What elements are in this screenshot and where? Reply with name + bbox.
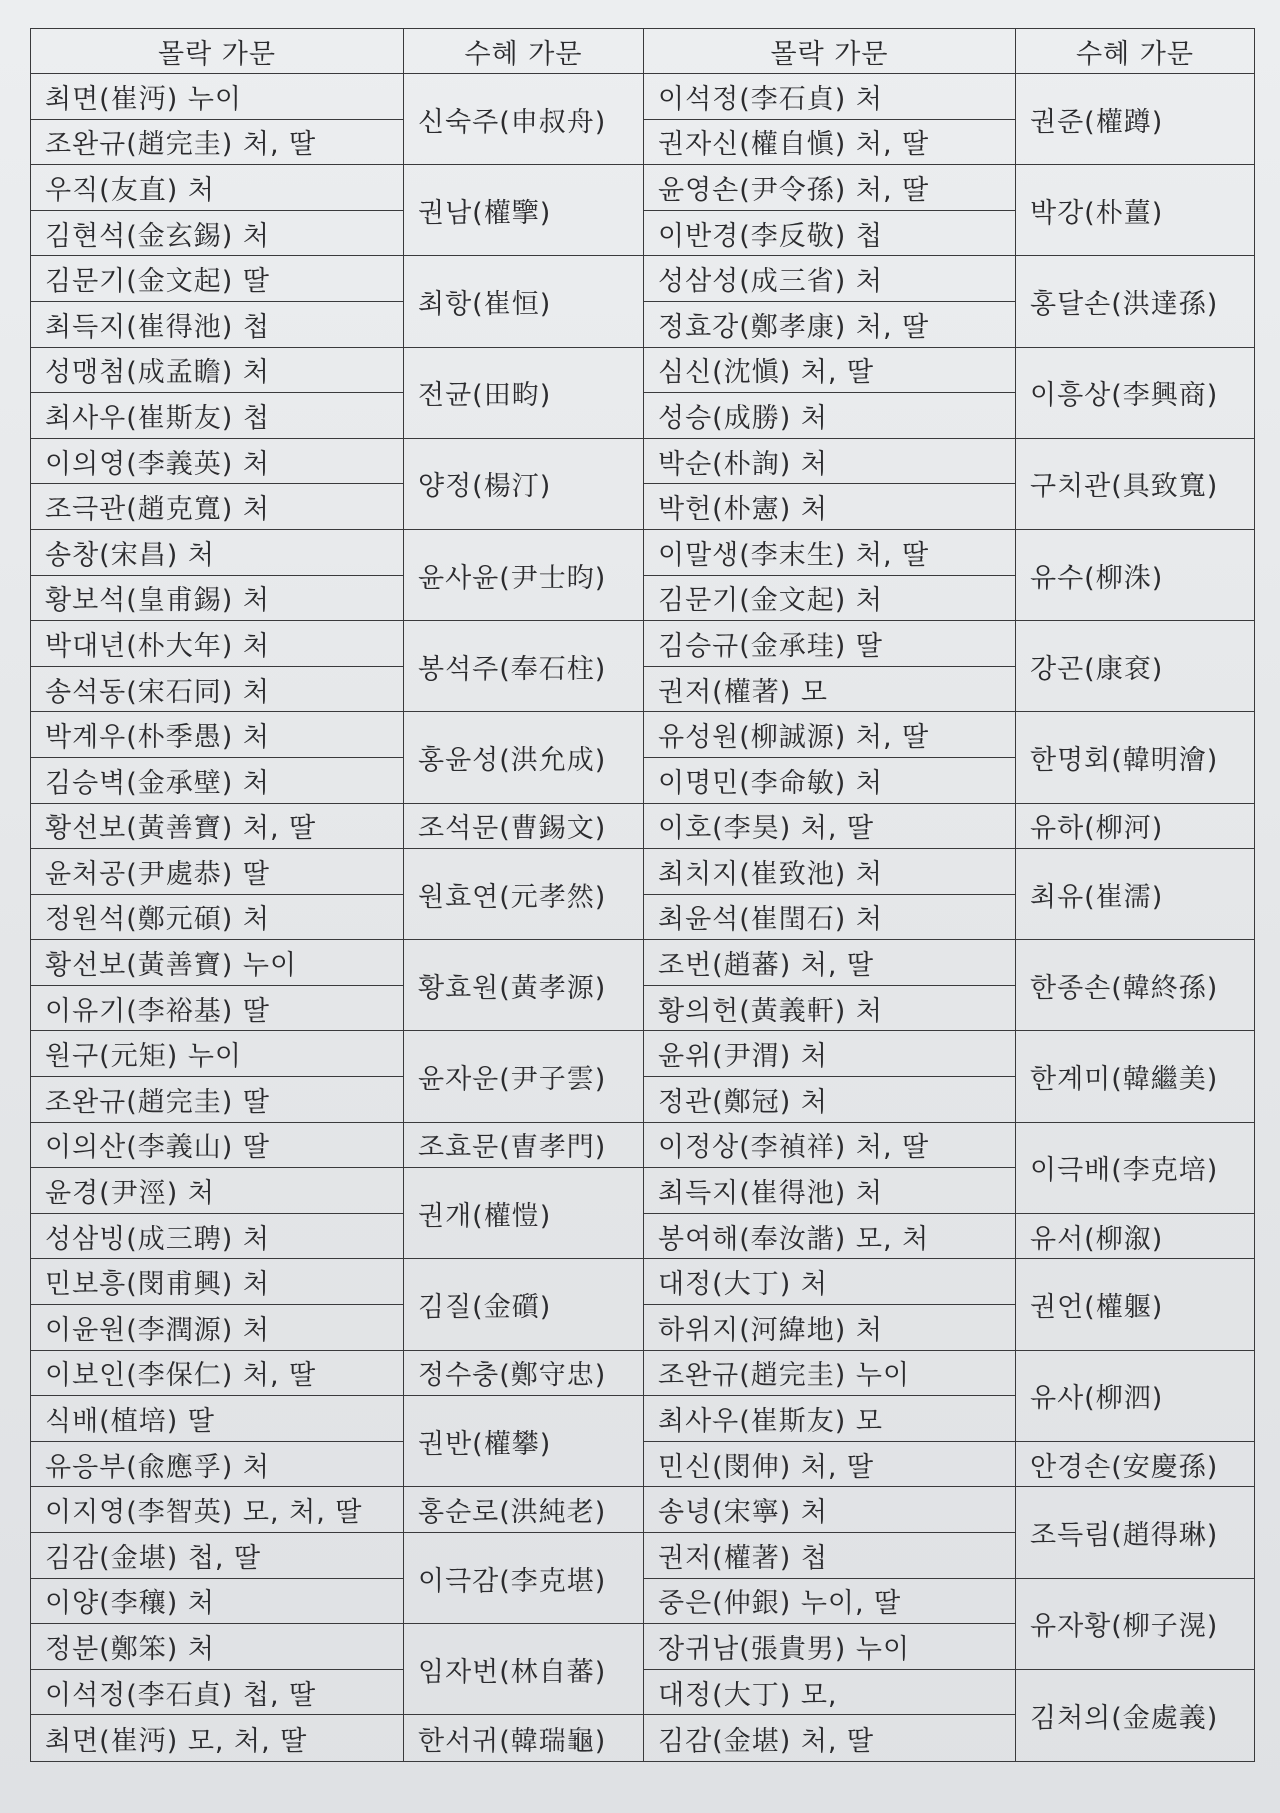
fallen-cell: 이의영(李義英) 처 [31,438,404,484]
beneficiary-cell: 조효문(曺孝門) [404,1122,644,1168]
fallen-cell: 이명민(李命敏) 처 [644,757,1016,803]
fallen-cell: 민보흥(閔甫興) 처 [31,1259,404,1305]
beneficiary-cell: 임자번(林自蕃) [404,1624,644,1715]
fallen-cell: 장귀남(張貴男) 누이 [644,1624,1016,1670]
beneficiary-cell: 유서(柳溆) [1016,1213,1255,1259]
fallen-cell: 정관(鄭冠) 처 [644,1077,1016,1123]
fallen-cell: 민신(閔伸) 처, 딸 [644,1441,1016,1487]
fallen-cell: 성승(成勝) 처 [644,393,1016,439]
beneficiary-cell: 양정(楊汀) [404,438,644,529]
beneficiary-cell: 권남(權擥) [404,165,644,256]
fallen-cell: 황선보(黃善寶) 누이 [31,940,404,986]
fallen-cell: 박대년(朴大年) 처 [31,621,404,667]
fallen-cell: 조완규(趙完圭) 딸 [31,1077,404,1123]
fallen-cell: 이윤원(李潤源) 처 [31,1305,404,1351]
header-row [31,29,1255,74]
fallen-cell: 김승규(金承珪) 딸 [644,621,1016,667]
fallen-cell: 윤영손(尹令孫) 처, 딸 [644,165,1016,211]
beneficiary-cell: 권반(權攀) [404,1396,644,1487]
fallen-cell: 이석정(李石貞) 처 [644,74,1016,120]
beneficiary-cell: 한명회(韓明澮) [1016,712,1255,803]
fallen-cell: 김승벽(金承壁) 처 [31,757,404,803]
beneficiary-cell: 이극배(李克培) [1016,1122,1255,1213]
fallen-cell: 성삼빙(成三聘) 처 [31,1213,404,1259]
fallen-cell: 유성원(柳誠源) 처, 딸 [644,712,1016,758]
table-row [31,347,1255,393]
fallen-cell: 정분(鄭笨) 처 [31,1624,404,1670]
fallen-cell: 김현석(金玄錫) 처 [31,210,404,256]
beneficiary-cell: 한종손(韓終孫) [1016,940,1255,1031]
table-row [31,1350,1255,1396]
beneficiary-cell: 권개(權愷) [404,1168,644,1259]
fallen-cell: 박계우(朴季愚) 처 [31,712,404,758]
fallen-cell: 이지영(李智英) 모, 처, 딸 [31,1487,404,1533]
clan-table [30,28,1255,1762]
beneficiary-cell: 구치관(具致寬) [1016,438,1255,529]
beneficiary-cell: 홍달손(洪達孫) [1016,256,1255,347]
beneficiary-cell: 조득림(趙得琳) [1016,1487,1255,1578]
beneficiary-cell: 유하(柳河) [1016,803,1255,849]
fallen-cell: 우직(友直) 처 [31,165,404,211]
fallen-cell: 최윤석(崔閏石) 처 [644,894,1016,940]
beneficiary-cell: 원효연(元孝然) [404,849,644,940]
beneficiary-cell: 안경손(安慶孫) [1016,1441,1255,1487]
beneficiary-cell: 권언(權躽) [1016,1259,1255,1350]
fallen-cell: 원구(元矩) 누이 [31,1031,404,1077]
beneficiary-cell: 황효원(黃孝源) [404,940,644,1031]
table-row [31,1122,1255,1168]
fallen-cell: 성삼성(成三省) 처 [644,256,1016,302]
fallen-cell: 송녕(宋寧) 처 [644,1487,1016,1533]
table-row [31,940,1255,986]
fallen-cell: 중은(仲銀) 누이, 딸 [644,1578,1016,1624]
fallen-cell: 정효강(鄭孝康) 처, 딸 [644,301,1016,347]
fallen-cell: 김감(金堪) 처, 딸 [644,1715,1016,1762]
table-row [31,438,1255,484]
fallen-cell: 대정(大丁) 처 [644,1259,1016,1305]
fallen-cell: 김문기(金文起) 딸 [31,256,404,302]
beneficiary-cell: 전균(田畇) [404,347,644,438]
beneficiary-cell: 윤자운(尹子雲) [404,1031,644,1122]
fallen-cell: 권저(權著) 모 [644,666,1016,712]
beneficiary-cell: 홍순로(洪純老) [404,1487,644,1533]
beneficiary-cell: 유수(柳洙) [1016,529,1255,620]
beneficiary-cell: 유사(柳泗) [1016,1350,1255,1441]
header-fallen-left: 몰락 가문 [31,29,404,74]
beneficiary-cell: 김질(金礩) [404,1259,644,1350]
fallen-cell: 조완규(趙完圭) 누이 [644,1350,1016,1396]
table-row [31,256,1255,302]
beneficiary-cell: 이극감(李克堪) [404,1533,644,1624]
beneficiary-cell: 신숙주(申叔舟) [404,74,644,165]
fallen-cell: 이유기(李裕基) 딸 [31,985,404,1031]
fallen-cell: 윤경(尹涇) 처 [31,1168,404,1214]
fallen-cell: 김감(金堪) 첩, 딸 [31,1533,404,1579]
fallen-cell: 박순(朴詢) 처 [644,438,1016,484]
table-row [31,712,1255,758]
beneficiary-cell: 권준(權蹲) [1016,74,1255,165]
fallen-cell: 이양(李穰) 처 [31,1578,404,1624]
fallen-cell: 이보인(李保仁) 처, 딸 [31,1350,404,1396]
fallen-cell: 김문기(金文起) 처 [644,575,1016,621]
beneficiary-cell: 강곤(康袞) [1016,621,1255,712]
table-row [31,529,1255,575]
fallen-cell: 최득지(崔得池) 첩 [31,301,404,347]
table-row [31,74,1255,120]
fallen-cell: 최득지(崔得池) 처 [644,1168,1016,1214]
beneficiary-cell: 봉석주(奉石柱) [404,621,644,712]
fallen-cell: 유응부(兪應孚) 처 [31,1441,404,1487]
header-fallen-right: 몰락 가문 [644,29,1016,74]
beneficiary-cell: 정수충(鄭守忠) [404,1350,644,1396]
fallen-cell: 하위지(河緯地) 처 [644,1305,1016,1351]
beneficiary-cell: 이흥상(李興商) [1016,347,1255,438]
header-beneficiary-right: 수혜 가문 [1016,29,1255,74]
fallen-cell: 최치지(崔致池) 처 [644,849,1016,895]
table-row [31,1259,1255,1305]
fallen-cell: 최사우(崔斯友) 첩 [31,393,404,439]
beneficiary-cell: 김처의(金處義) [1016,1669,1255,1761]
fallen-cell: 조번(趙蕃) 처, 딸 [644,940,1016,986]
table-row [31,1487,1255,1533]
beneficiary-cell: 한계미(韓繼美) [1016,1031,1255,1122]
fallen-cell: 윤처공(尹處恭) 딸 [31,849,404,895]
fallen-cell: 최사우(崔斯友) 모 [644,1396,1016,1442]
fallen-cell: 권자신(權自愼) 처, 딸 [644,119,1016,165]
fallen-cell: 정원석(鄭元碩) 처 [31,894,404,940]
beneficiary-cell: 홍윤성(洪允成) [404,712,644,803]
beneficiary-cell: 박강(朴薑) [1016,165,1255,256]
fallen-cell: 윤위(尹渭) 처 [644,1031,1016,1077]
beneficiary-cell: 최항(崔恒) [404,256,644,347]
beneficiary-cell: 최유(崔濡) [1016,849,1255,940]
beneficiary-cell: 한서귀(韓瑞龜) [404,1715,644,1762]
fallen-cell: 심신(沈愼) 처, 딸 [644,347,1016,393]
fallen-cell: 봉여해(奉汝諧) 모, 처 [644,1213,1016,1259]
fallen-cell: 권저(權著) 첩 [644,1533,1016,1579]
fallen-cell: 최면(崔沔) 누이 [31,74,404,120]
fallen-cell: 조극관(趙克寬) 처 [31,484,404,530]
fallen-cell: 식배(植培) 딸 [31,1396,404,1442]
fallen-cell: 송창(宋昌) 처 [31,529,404,575]
table-row [31,621,1255,667]
beneficiary-cell: 조석문(曹錫文) [404,803,644,849]
table-row [31,1031,1255,1077]
fallen-cell: 이의산(李義山) 딸 [31,1122,404,1168]
beneficiary-cell: 유자황(柳子滉) [1016,1578,1255,1669]
fallen-cell: 성맹첨(成孟瞻) 처 [31,347,404,393]
fallen-cell: 최면(崔沔) 모, 처, 딸 [31,1715,404,1762]
header-beneficiary-left: 수혜 가문 [404,29,644,74]
table-row [31,849,1255,895]
table-row [31,803,1255,849]
fallen-cell: 조완규(趙完圭) 처, 딸 [31,119,404,165]
fallen-cell: 황보석(皇甫錫) 처 [31,575,404,621]
fallen-cell: 황의헌(黃義軒) 처 [644,985,1016,1031]
beneficiary-cell: 윤사윤(尹士昀) [404,529,644,620]
fallen-cell: 대정(大丁) 모, [644,1669,1016,1715]
fallen-cell: 송석동(宋石同) 처 [31,666,404,712]
fallen-cell: 이반경(李反敬) 첩 [644,210,1016,256]
fallen-cell: 이호(李昊) 처, 딸 [644,803,1016,849]
fallen-cell: 이석정(李石貞) 첩, 딸 [31,1669,404,1715]
fallen-cell: 박헌(朴憲) 처 [644,484,1016,530]
fallen-cell: 이말생(李末生) 처, 딸 [644,529,1016,575]
fallen-cell: 이정상(李禎祥) 처, 딸 [644,1122,1016,1168]
fallen-cell: 황선보(黃善寶) 처, 딸 [31,803,404,849]
table-row [31,165,1255,211]
